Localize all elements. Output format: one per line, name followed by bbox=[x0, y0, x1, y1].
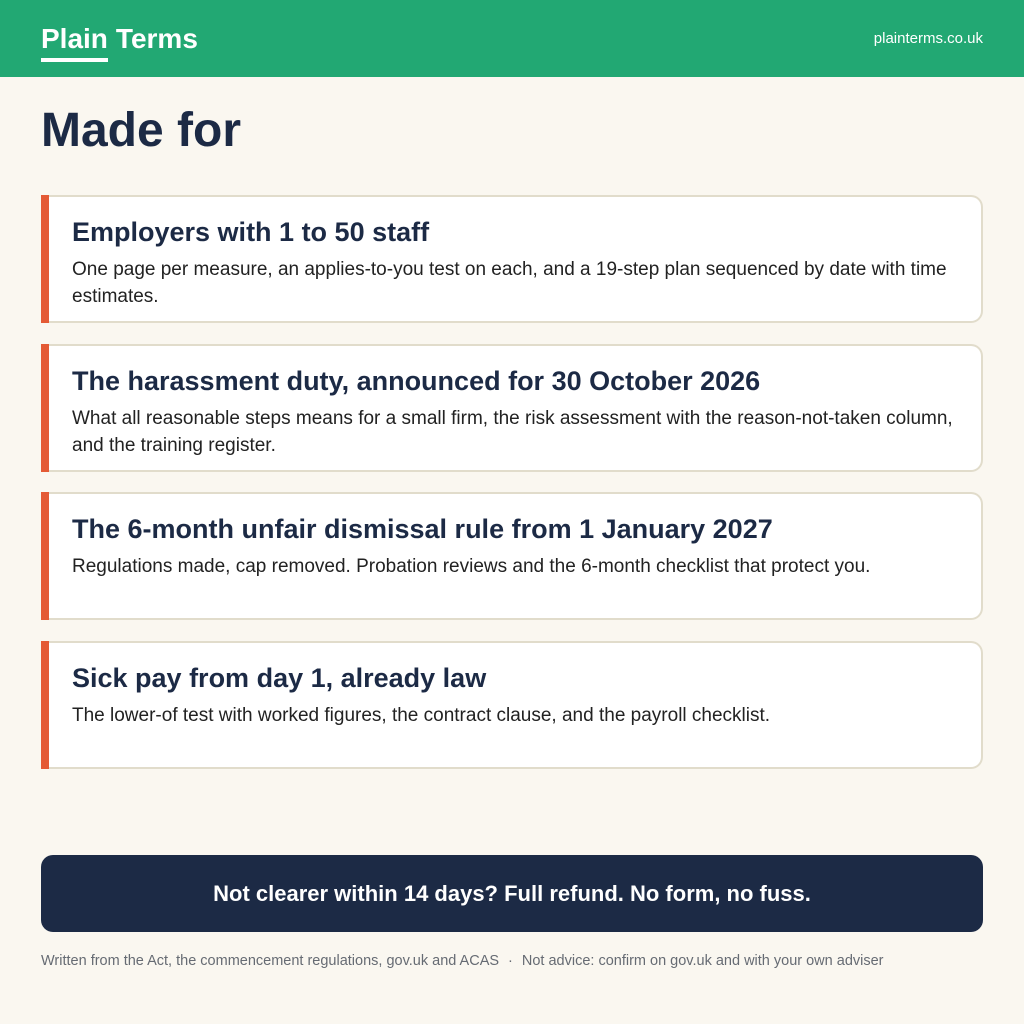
card-title: The 6-month unfair dismissal rule from 1 January 2027 bbox=[72, 514, 773, 544]
site-url-link[interactable]: plainterms.co.uk bbox=[873, 30, 983, 47]
footer-sources: Written from the Act, the commencement regulations, gov.uk and ACAS bbox=[41, 953, 500, 969]
card-description: The lower-of test with worked figures, the contract clause, and the payroll checklist. bbox=[72, 704, 771, 726]
site-header bbox=[0, 0, 1024, 77]
brand-word-terms: Terms bbox=[115, 22, 198, 54]
brand-word-plain: Plain bbox=[41, 22, 108, 54]
card-title: Employers with 1 to 50 staff bbox=[72, 217, 430, 247]
page-title: Made for bbox=[41, 104, 242, 157]
audience-card-sick-pay bbox=[41, 641, 983, 769]
card-title: The harassment duty, announced for 30 October 2026 bbox=[72, 365, 761, 396]
footer-separator: · bbox=[508, 953, 513, 969]
brand-logo[interactable] bbox=[41, 23, 198, 55]
footer-disclaimer: Not advice: confirm on gov.uk and with your own adviser bbox=[521, 953, 884, 969]
footer-note bbox=[41, 953, 884, 969]
audience-card-unfair-dismissal bbox=[41, 492, 983, 620]
card-description: One page per measure, an applies-to-you test on each, and a 19-step plan sequenced by date with time estimates. bbox=[72, 259, 947, 307]
card-title: Sick pay from day 1, already law bbox=[72, 662, 487, 693]
refund-guarantee-banner: Not clearer within 14 days? Full refund. No form, no fuss. bbox=[41, 855, 983, 932]
audience-card-harassment bbox=[41, 344, 983, 472]
audience-card-list bbox=[41, 195, 983, 789]
card-description: What all reasonable steps means for a small firm, the risk assessment with the reason-not-taken column, and the training register. bbox=[72, 407, 953, 456]
audience-card-employers bbox=[41, 195, 983, 323]
card-description: Regulations made, cap removed. Probation reviews and the 6-month checklist that protect you. bbox=[72, 556, 871, 577]
